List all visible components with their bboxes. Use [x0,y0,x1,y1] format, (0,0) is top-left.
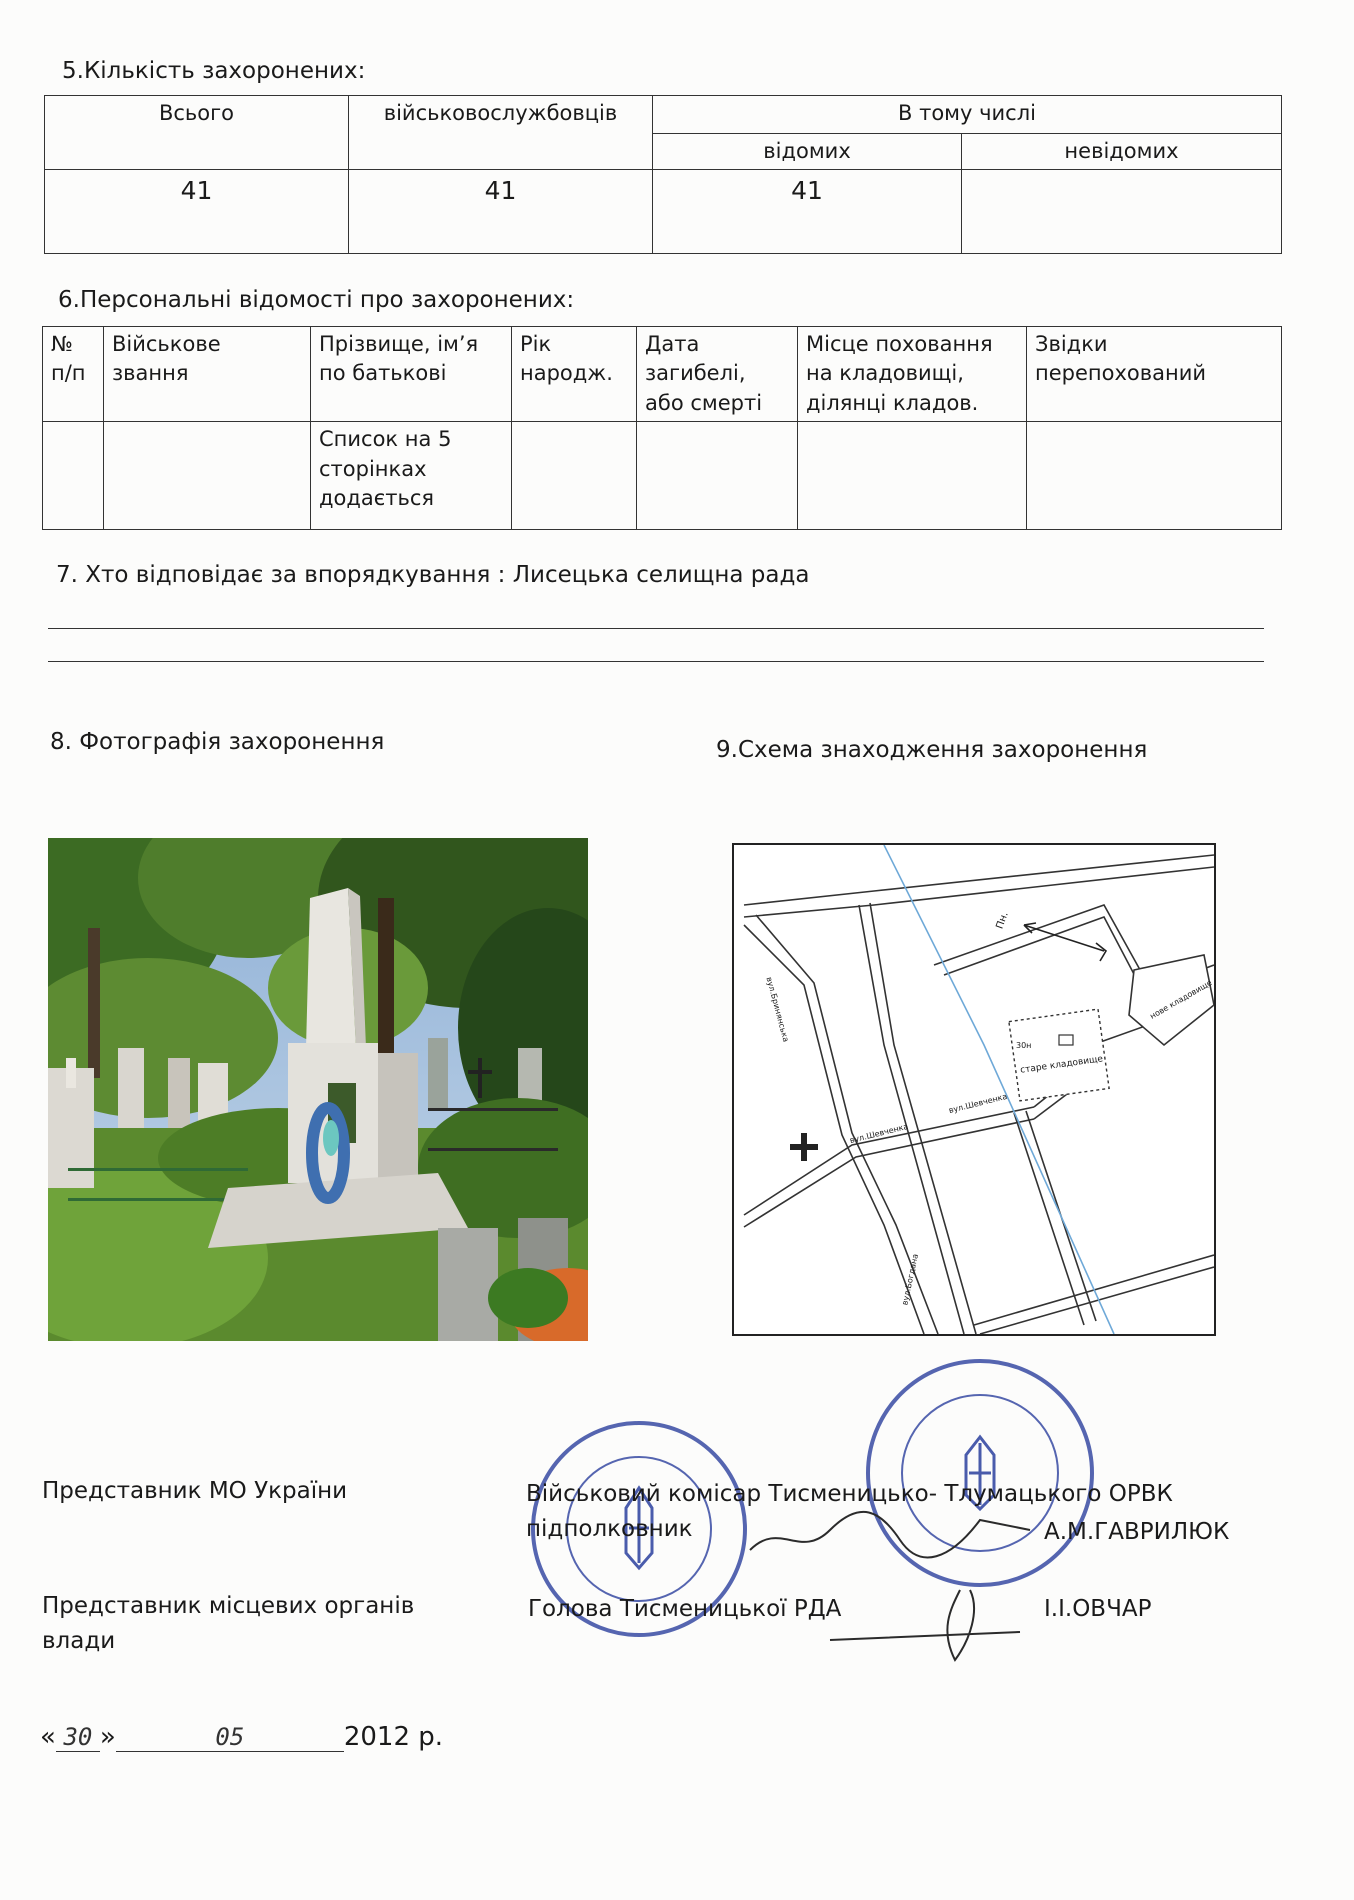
header-birth-year: Рік народж. [512,327,637,422]
date-year: 2012 р. [343,1722,444,1752]
header-total: Всього [45,96,349,170]
value-total: 41 [45,170,349,254]
header-including: В тому числі [653,96,1282,134]
burial-count-table [44,95,1282,254]
section7-heading: 7. Хто відповідає за впорядкування : Лисецька селищна рада [56,562,810,588]
section6-heading: 6.Персональні відомості про захоронених: [58,287,575,313]
underline-1 [48,628,1264,629]
date-day: 30 [56,1723,100,1752]
location-map [732,843,1216,1336]
header-rank: Військове звання [104,327,311,422]
section8-heading: 8. Фотографія захоронення [50,729,385,755]
rda-signature [820,1570,1050,1670]
section5-heading: 5.Кількість захоронених: [62,58,366,84]
mo-representative-label: Представник МО України [42,1478,348,1504]
underline-2 [48,661,1264,662]
burial-photo [48,838,588,1341]
commissar-signature [740,1500,1040,1570]
map-label-old-cemetery: старе кладовище [1019,1054,1104,1076]
local-authority-label-line1: Представник місцевих органів [42,1593,415,1619]
commissar-rank: підполковник [526,1516,693,1542]
header-death-date: Дата загибелі, або смерті [637,327,798,422]
document-date [40,1722,443,1752]
header-unknown: невідомих [962,134,1282,170]
commissar-name: А.М.ГАВРИЛЮК [1044,1519,1230,1545]
date-month: 05 [116,1723,344,1752]
list-attached-note: Список на 5 сторінках додається [311,422,512,530]
map-label-new-cemetery: нове кладовище [1148,978,1214,1021]
commissar-title: Військовий комісар Тисменицько- Тлумацького ОРВК [526,1481,1173,1507]
map-label-street-bottom: вул.Богдана [900,1253,920,1306]
value-military: 41 [349,170,653,254]
map-label-street-left: вул.Бринянська [764,975,791,1044]
section9-heading: 9.Схема знаходження захоронення [716,737,1148,763]
map-label-street-shevchenka-lower: вул.Шевченка [848,1121,910,1146]
map-label-grave-number: 30н [1016,1041,1032,1050]
rda-head-title: Голова Тисменицької РДА [528,1596,842,1622]
date-close-quote: » [99,1722,116,1752]
header-known: відомих [653,134,962,170]
rda-head-name: І.І.ОВЧАР [1044,1596,1152,1622]
header-military: військовослужбовців [349,96,653,170]
header-fullname: Прізвище, ім’я по батькові [311,327,512,422]
personal-info-table [42,326,1282,530]
map-label-north: Пн. [994,910,1011,931]
value-known: 41 [653,170,962,254]
header-reburied-from: Звідки перепохований [1027,327,1282,422]
local-authority-label-line2: влади [42,1628,116,1654]
header-number: № п/п [43,327,104,422]
header-burial-place: Місце поховання на кладовищі, ділянці кладов. [798,327,1027,422]
map-label-street-shevchenka-upper: вул.Шевченка [947,1091,1009,1116]
value-unknown [962,170,1282,254]
date-open-quote: « [40,1722,56,1752]
